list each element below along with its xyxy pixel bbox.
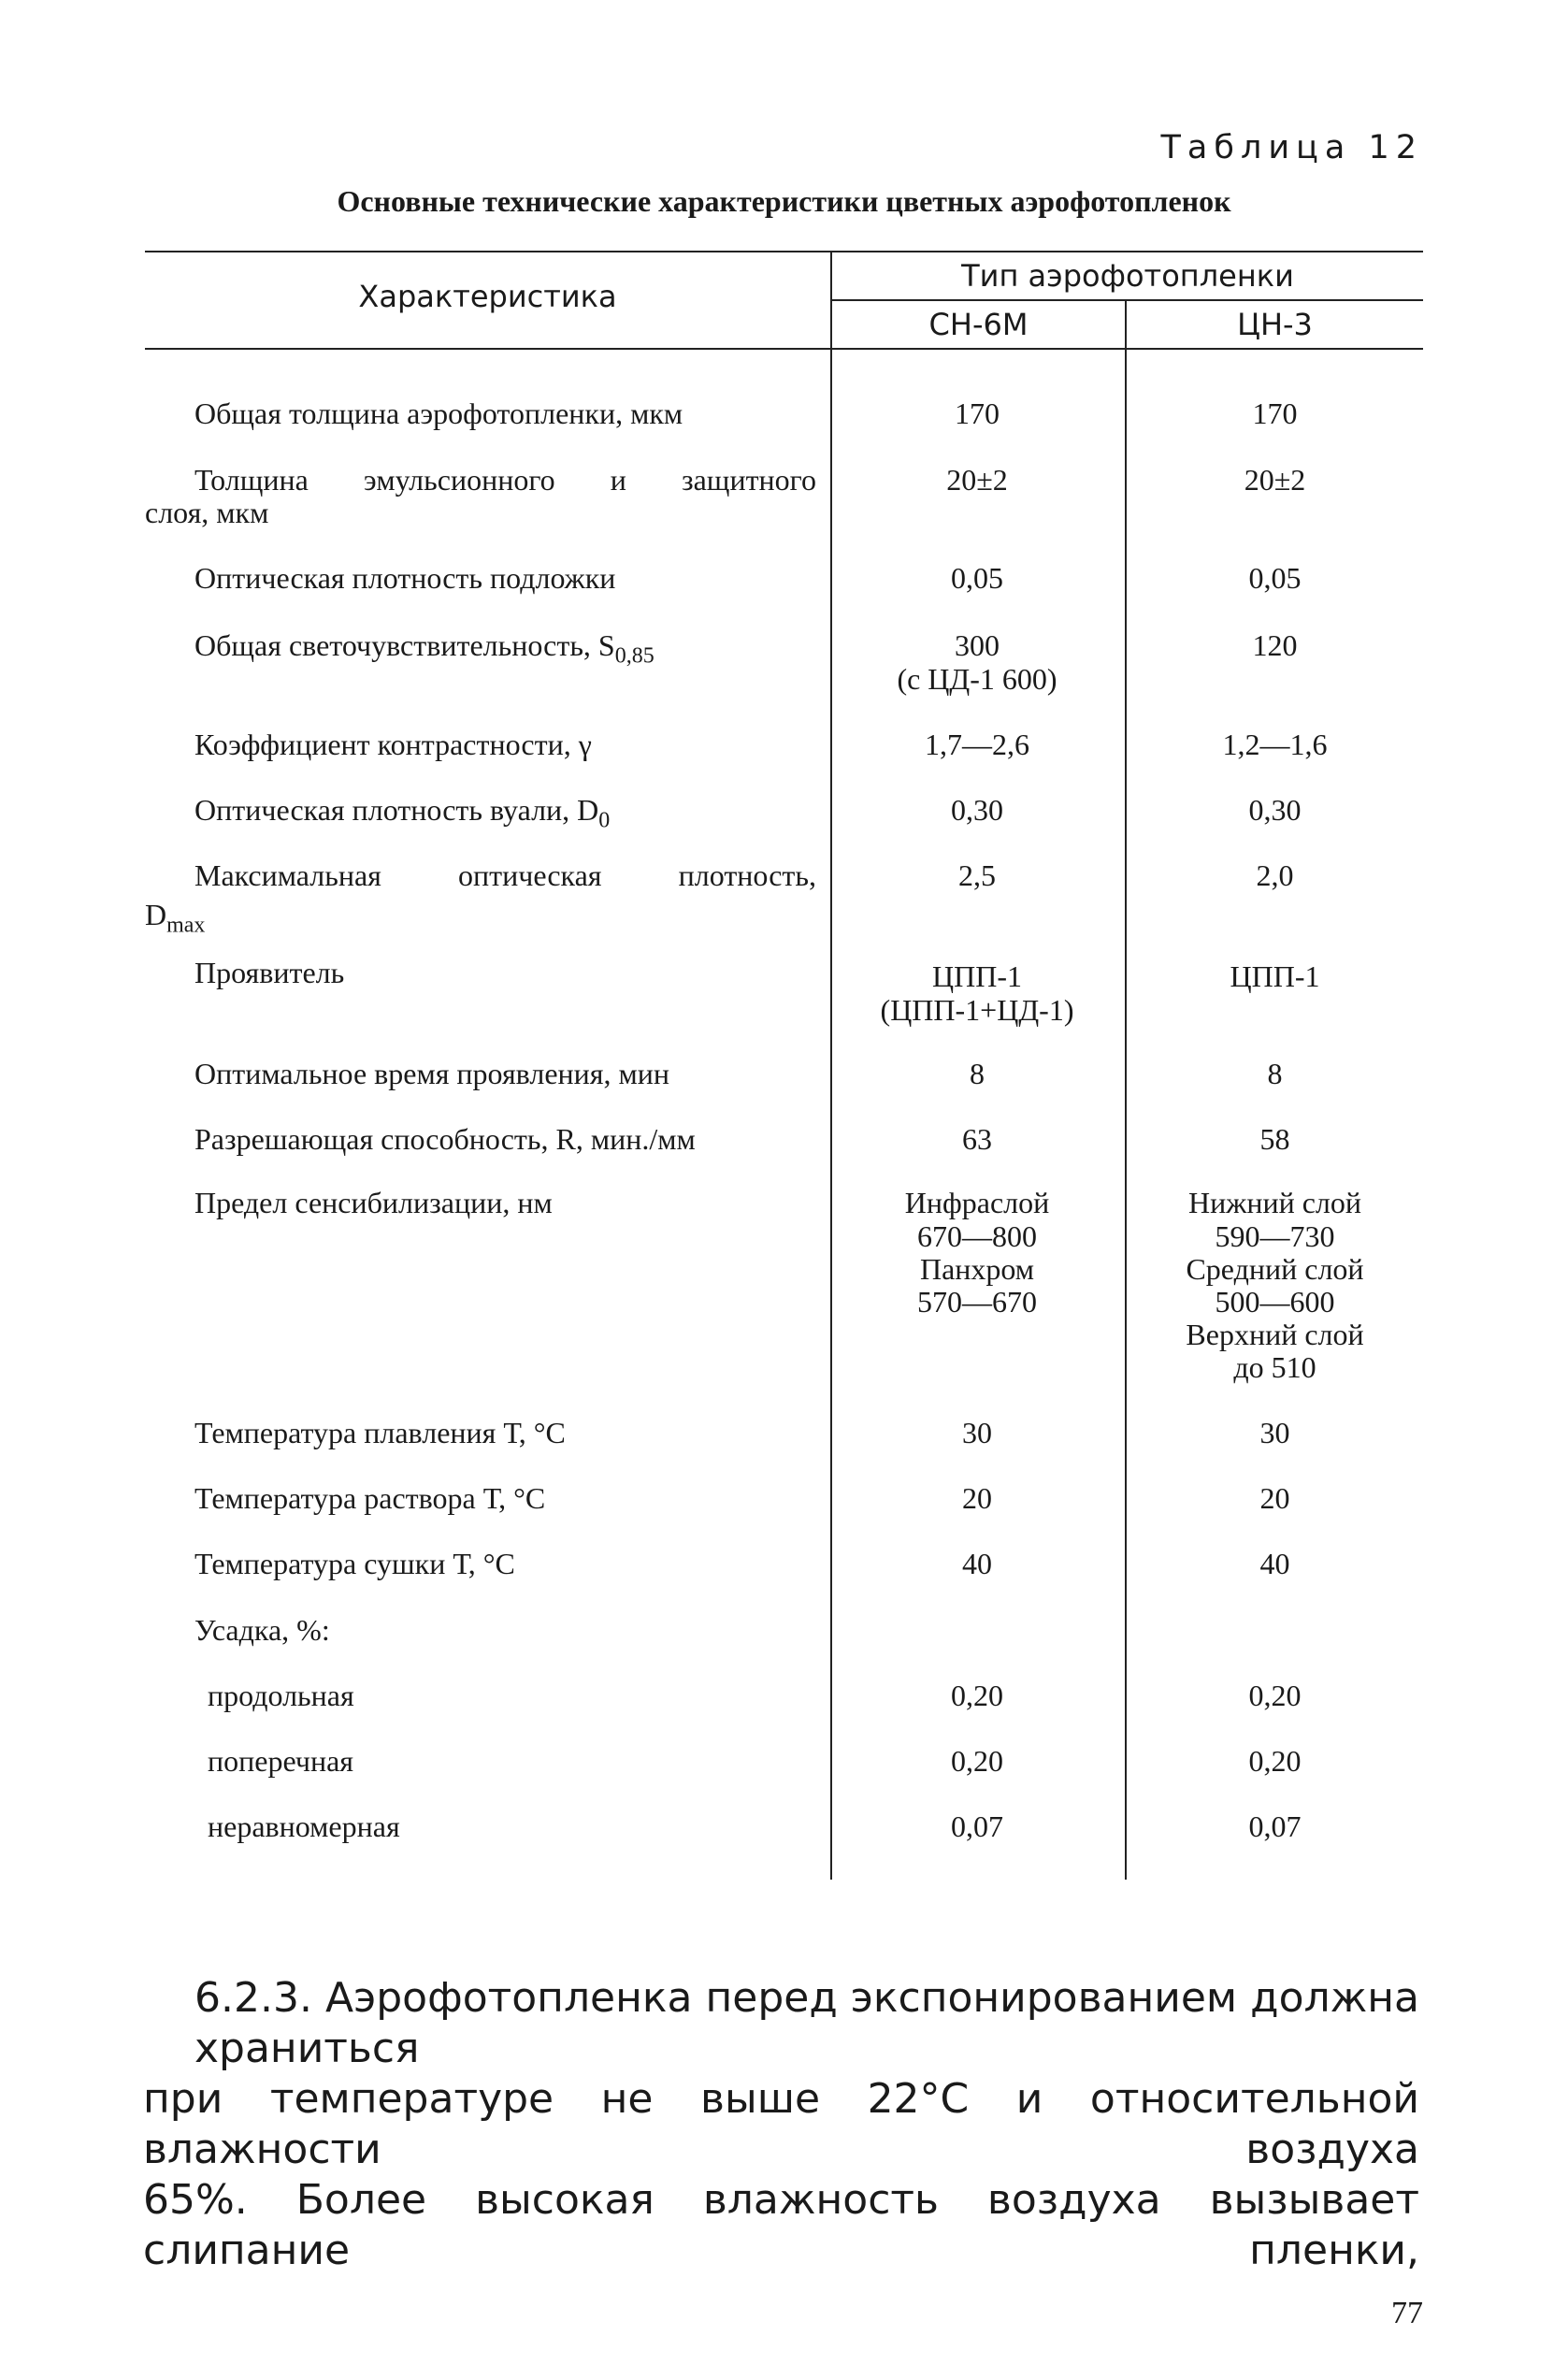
row-value-col2: 0,05: [1248, 561, 1302, 595]
row-value-col2: 40: [1259, 1547, 1290, 1580]
row-label: Температура плавления Т, °С: [194, 1416, 566, 1449]
row-value-col2: 0,20: [1248, 1744, 1302, 1778]
row-value-col2: 0,07: [1248, 1809, 1302, 1843]
body-paragraph: [143, 1973, 1419, 2276]
row-value-col2: ЦПП-1: [1230, 959, 1320, 993]
subheader-rule: [832, 299, 1423, 301]
paragraph-line: при температуре не выше 22°С и относительной влажности воздуха: [143, 2075, 1419, 2173]
row-value-col2: Нижний слой: [1187, 1186, 1361, 1219]
header-col1: СН-6М: [928, 307, 1029, 342]
row-value-col2: 0,30: [1248, 793, 1302, 827]
row-label: поперечная: [208, 1744, 353, 1778]
paragraph-line: 6.2.3. Аэрофотопленка перед экспонированием должна храниться: [194, 1974, 1419, 2072]
row-value-col1: 170: [955, 396, 1000, 430]
row-value-col1: 30: [962, 1416, 992, 1449]
row-value-col2-line6: до 510: [1233, 1350, 1316, 1384]
row-value-col1: 300: [955, 628, 1000, 662]
row-label: Коэффициент контрастности, γ: [194, 728, 592, 761]
row-value-col1: 2,5: [958, 858, 996, 892]
row-value-col1-line3: Панхром: [919, 1252, 1035, 1286]
header-bottom-rule: [145, 348, 1423, 350]
row-value-col1: 0,30: [951, 793, 1003, 827]
label-text: D: [145, 898, 167, 931]
row-value-col1: 0,07: [951, 1809, 1003, 1843]
row-value-col1: 20: [962, 1481, 992, 1515]
row-value-col2: 30: [1259, 1416, 1290, 1449]
row-value-col1: Инфраслой: [904, 1186, 1050, 1219]
row-label: [194, 793, 610, 837]
row-label: Предел сенсибилизации, нм: [194, 1186, 553, 1219]
row-value-col1-line2: (с ЦД-1 600): [897, 662, 1057, 696]
row-value-col2: 170: [1252, 396, 1298, 430]
row-value-col2: 58: [1259, 1122, 1290, 1156]
row-value-col2-line4: 500—600: [1215, 1285, 1335, 1319]
row-value-col1: 0,20: [951, 1679, 1003, 1712]
header-col2: ЦН-3: [1237, 307, 1313, 342]
row-label: неравномерная: [208, 1809, 400, 1843]
row-label: Общая толщина аэрофотопленки, мкм: [194, 396, 683, 430]
label-text: Общая светочувствительность, S: [194, 628, 615, 662]
row-value-col1: 20±2: [946, 463, 1008, 497]
row-value-col1: 0,20: [951, 1744, 1003, 1778]
row-label: Проявитель: [194, 956, 345, 989]
row-value-col2: 2,0: [1256, 858, 1294, 892]
header-film-type: Тип аэрофотопленки: [961, 258, 1294, 294]
label-subscript: 0,85: [614, 643, 655, 669]
label-subscript: 0: [598, 808, 611, 833]
label-subscript: max: [166, 913, 206, 938]
row-value-col2-line3: Средний слой: [1186, 1252, 1364, 1286]
row-value-col2-line5: Верхний слой: [1186, 1318, 1364, 1351]
row-label-continued: слоя, мкм: [145, 496, 269, 529]
row-label: Оптическая плотность подложки: [194, 561, 616, 595]
row-value-col1: 0,05: [951, 561, 1003, 595]
row-value-col1: 8: [970, 1057, 985, 1090]
row-label: Температура раствора Т, °С: [194, 1481, 546, 1515]
row-label: Разрешающая способность, R, мин./мм: [194, 1122, 696, 1156]
row-value-col1: 63: [962, 1122, 992, 1156]
row-value-col2: 1,2—1,6: [1222, 728, 1328, 761]
row-label: продольная: [208, 1679, 354, 1712]
row-label: Максимальная оптическая плотность,: [194, 858, 816, 892]
row-value-col2: 8: [1267, 1057, 1283, 1090]
label-text: Оптическая плотность вуали, D: [194, 793, 599, 827]
row-label: Усадка, %:: [194, 1613, 330, 1647]
row-value-col1: 40: [962, 1547, 992, 1580]
row-value-col2: 0,20: [1248, 1679, 1302, 1712]
row-label: Оптимальное время проявления, мин: [194, 1057, 669, 1090]
table-label: Таблица 12: [1160, 129, 1423, 166]
row-value-col1: 1,7—2,6: [925, 728, 1029, 761]
row-value-col2-line2: 590—730: [1215, 1219, 1335, 1253]
paragraph-line: 65%. Более высокая влажность воздуха вызывает слипание пленки,: [143, 2176, 1419, 2274]
row-value-col1-line2: 670—800: [917, 1219, 1037, 1253]
row-value-col1: ЦПП-1: [932, 959, 1022, 993]
table-top-rule: [145, 251, 1423, 252]
row-label-continued: [145, 898, 205, 942]
table-title: Основные технические характеристики цветных аэрофотопленок: [337, 184, 1231, 218]
header-characteristic: Характеристика: [358, 279, 617, 314]
row-value-col2: 20: [1259, 1481, 1290, 1515]
row-label: Толщина эмульсионного и защитного: [194, 463, 816, 497]
row-label: [194, 628, 655, 672]
row-value-col1-line2: (ЦПП-1+ЦД-1): [880, 993, 1074, 1027]
row-value-col2: 20±2: [1244, 463, 1306, 497]
row-label: Температура сушки Т, °С: [194, 1547, 515, 1580]
page-number: 77: [1391, 2296, 1423, 2330]
row-value-col2: 120: [1252, 628, 1298, 662]
row-value-col1-line4: 570—670: [917, 1285, 1037, 1319]
